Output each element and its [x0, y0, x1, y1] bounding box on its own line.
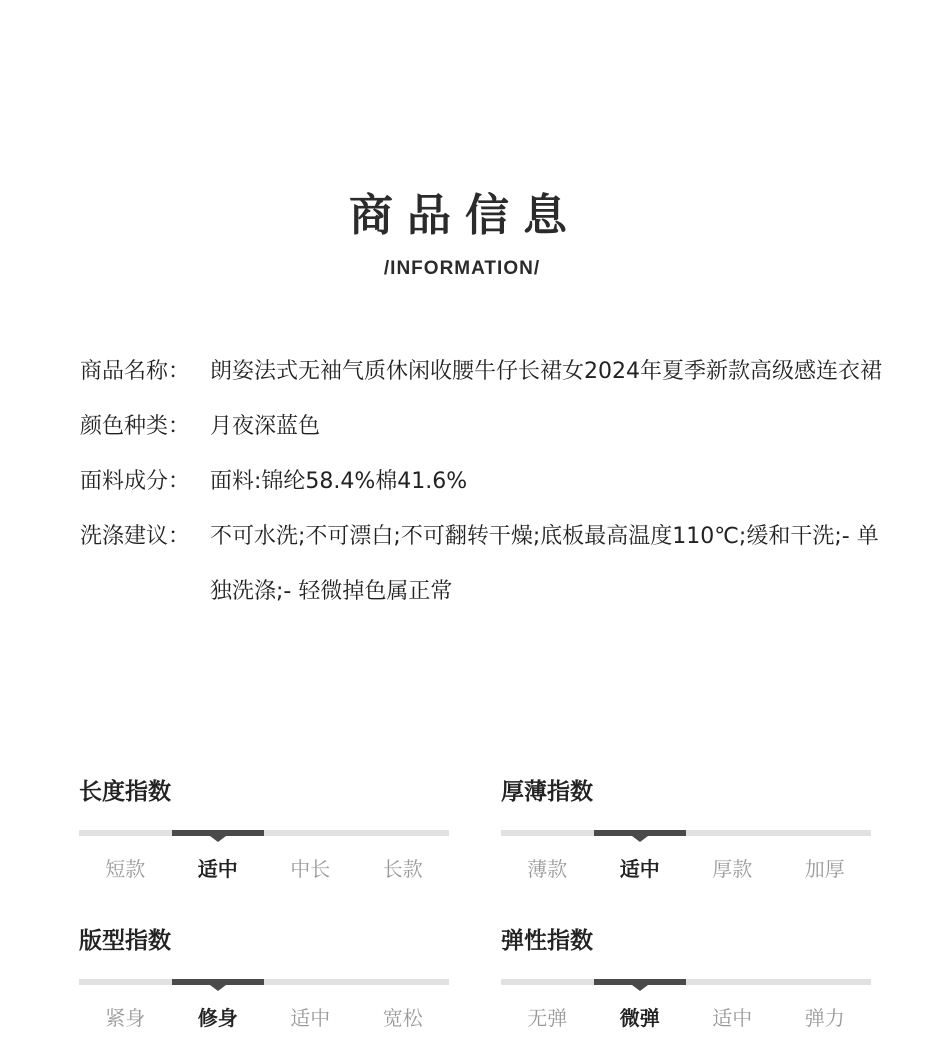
index-title: 厚薄指数	[501, 779, 593, 805]
index-option: 中长	[290, 857, 331, 881]
info-row-color	[80, 399, 900, 454]
info-label: 颜色种类：	[80, 414, 191, 439]
index-bar	[501, 830, 871, 836]
fit-index	[79, 927, 449, 1031]
section-title: 商品信息	[349, 190, 581, 241]
index-options	[79, 1005, 449, 1031]
index-title: 长度指数	[79, 779, 171, 805]
bar-segment	[594, 830, 687, 836]
bar-segment	[79, 830, 172, 836]
info-value: 月夜深蓝色	[210, 414, 321, 439]
index-option: 厚款	[712, 857, 753, 881]
index-title: 弹性指数	[501, 928, 593, 954]
index-option: 适中	[619, 857, 660, 881]
bar-segment	[264, 979, 357, 985]
index-option: 薄款	[527, 857, 568, 881]
elasticity-index	[501, 927, 871, 1031]
index-bar	[79, 979, 449, 985]
index-option: 无弹	[527, 1006, 568, 1030]
index-options	[79, 856, 449, 882]
info-row-care	[80, 509, 900, 619]
info-value: 朗姿法式无袖气质休闲收腰牛仔长裙女2024年夏季新款高级感连衣裙	[210, 359, 882, 384]
info-value: 不可水洗;不可漂白;不可翻转干燥;底板最高温度110℃;缓和干洗;- 单独洗涤;- 轻微掉色属正常	[210, 524, 879, 604]
bar-segment	[501, 830, 594, 836]
info-row-name	[80, 344, 900, 399]
product-info-list	[80, 344, 900, 619]
index-option: 适中	[197, 857, 238, 881]
bar-segment	[686, 979, 779, 985]
info-label: 洗涤建议：	[80, 524, 191, 549]
index-option: 短款	[105, 857, 146, 881]
bar-segment	[779, 830, 872, 836]
section-subtitle: /INFORMATION/	[383, 258, 541, 279]
index-option: 加厚	[804, 857, 845, 881]
bar-segment	[686, 830, 779, 836]
bar-segment	[172, 830, 265, 836]
bar-segment	[779, 979, 872, 985]
length-index	[79, 778, 449, 882]
bar-segment	[357, 830, 450, 836]
bar-segment	[264, 830, 357, 836]
index-title: 版型指数	[79, 928, 171, 954]
info-label: 面料成分：	[80, 469, 191, 494]
info-value: 面料:锦纶58.4%棉41.6%	[210, 469, 468, 494]
index-options	[501, 856, 871, 882]
index-option: 紧身	[105, 1006, 146, 1030]
index-option: 长款	[382, 857, 423, 881]
bar-segment	[357, 979, 450, 985]
index-option: 修身	[197, 1006, 238, 1030]
index-options	[501, 1005, 871, 1031]
bar-segment	[79, 979, 172, 985]
bar-segment	[501, 979, 594, 985]
index-option: 适中	[290, 1006, 331, 1030]
index-bar	[79, 830, 449, 836]
index-option: 宽松	[382, 1006, 423, 1030]
index-option: 弹力	[804, 1006, 845, 1030]
index-option: 适中	[712, 1006, 753, 1030]
thickness-index	[501, 778, 871, 882]
bar-segment	[594, 979, 687, 985]
index-bar	[501, 979, 871, 985]
info-row-fabric	[80, 454, 900, 509]
info-label: 商品名称：	[80, 359, 191, 384]
index-option: 微弹	[619, 1006, 660, 1030]
bar-segment	[172, 979, 265, 985]
